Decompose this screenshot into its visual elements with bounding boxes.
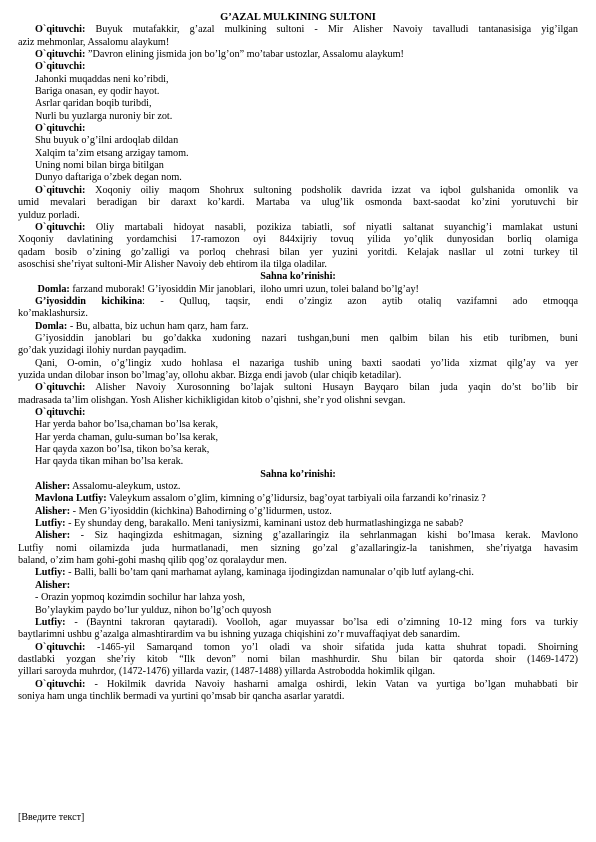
text-line — [18, 86, 578, 98]
text-line — [18, 234, 578, 246]
line-text: -1465-yil Samarqand tomon yo’l oladi va shoir sifatida juda katta shuhrat topadi. Shoirning — [85, 641, 578, 653]
line-text: Jahonki muqaddas neni ko’ribdi, — [35, 73, 169, 85]
line-text: baytlarimni ushbu g’azalga almashtirardim va bu ishning yuzaga chiqishini zo’r muvaffaqiyat deb sanardim. — [18, 629, 460, 641]
line-text: Dunyo daftariga o’zbek degan nom. — [35, 172, 182, 184]
text-line — [18, 555, 578, 567]
speaker-label: O`qituvchi: — [35, 382, 86, 394]
speaker-label: O`qituvchi: — [35, 61, 86, 73]
text-line — [18, 530, 578, 542]
line-text: baland, o’zim ham gohi-gohi mashq qilib qog’oz qoralaydur men. — [18, 555, 287, 567]
speaker-label: Alisher: — [35, 579, 71, 591]
line-text: Sahna ko’rinishi: — [260, 271, 336, 283]
text-line — [18, 395, 578, 407]
scene-heading — [18, 469, 578, 481]
text-line — [18, 210, 578, 222]
line-text: Uning nomi bilan birga bitilgan — [35, 160, 164, 172]
text-line — [18, 518, 578, 530]
text-line — [18, 172, 578, 184]
text-line — [18, 456, 578, 468]
line-text: Bo’ylaykim paydo bo’lur yulduz, nihon bo’lg’och quyosh — [35, 604, 272, 616]
speaker-label: O`qituvchi: — [35, 184, 86, 196]
line-text: qadam bosib o’zining go’zalligi va porloq chehrasi bilan yer yuzini yoritdi. Kelajak nasllar ul zotni turkey til — [18, 246, 578, 258]
line-text: - Men G’iyosiddin (kichkina) Bahodirning o’g’lidurmen, ustoz. — [70, 505, 332, 517]
text-line — [18, 605, 578, 617]
line-text: Lutfiy nomi oilamizda juda hurmatlanadi, men sizning go’zal g’azallaringiz-la tanishmen, she’riyatga havasim — [18, 542, 578, 554]
line-text: ko’maklashursiz. — [18, 308, 88, 320]
line-text: Buyuk mutafakkir, g’azal mulkining sultoni - Mir Alisher Navoiy tavalludi tantanasisiga yig’ilgan — [85, 24, 578, 36]
speaker-label: Mavlona Lutfiy: — [35, 493, 107, 505]
text-line — [18, 617, 578, 629]
text-line — [18, 506, 578, 518]
line-text: madrasada ta’lim olishgan. Yosh Alisher kichikligidan kitob o’qishni, she’r yod olishni sevgan. — [18, 394, 406, 406]
speaker-label: Domla: — [35, 320, 68, 332]
line-text: Valeykum assalom o’glim, kimning o’g’lidursiz, bag’oyat tarbiyali oila farzandi ko’rinasiz ? — [106, 493, 486, 505]
line-text: yillari saroyda muhrdor, (1472-1476) yillarda vazir, (1487-1488) yillarda Astrobodda hokimlik qilgan. — [18, 666, 436, 678]
text-line — [18, 24, 578, 36]
line-text: soniya ham unga tinchlik bermadi va yurtini qo’msab bir qancha asarlar yaratdi. — [18, 690, 345, 702]
text-line — [18, 493, 578, 505]
text-line — [18, 284, 578, 296]
text-line — [18, 345, 578, 357]
text-line — [18, 296, 578, 308]
speaker-label: O`qituvchi: — [35, 678, 86, 690]
text-line — [18, 358, 578, 370]
footer-placeholder[interactable]: [Введите текст] — [18, 812, 85, 823]
text-line — [18, 567, 578, 579]
speaker-label: Alisher: — [35, 530, 71, 542]
line-text: aziz mehmonlar, Assalomu alaykum! — [18, 36, 170, 48]
line-text: - Orazin yopmoq kozimdin sochilur har lahza yosh, — [35, 592, 245, 604]
speaker-label: Domla: — [35, 283, 70, 295]
speaker-label: Alisher: — [35, 505, 71, 517]
line-text: Xoqoniy davlatining yordamchisi 17-ramozon oyi 844xijriy tovuq yilida yo’qlik dunyosidan borliq olamiga — [18, 234, 578, 246]
text-line — [18, 98, 578, 110]
text-line — [18, 419, 578, 431]
text-line — [18, 666, 578, 678]
text-line — [18, 580, 578, 592]
line-text: Har qayda xazon bo’lsa, tikon bo’sa kerak, — [35, 444, 210, 456]
line-text: Oliy martabali hidoyat nasabli, pozikiza tabiatli, sof niyatli saltanat suyanchig’i mamlakat ustuni — [85, 221, 578, 233]
line-text: ”Davron elining jismida jon bo’lg’on” mo’tabar ustozlar, Assalomu alaykum! — [85, 49, 404, 61]
line-text: Assalomu-aleykum, ustoz. — [70, 481, 181, 493]
speaker-label: G’iyosiddin kichikina — [35, 295, 143, 307]
line-text: G’iyosiddin janoblari bu go’dakka xudoning nazari tushgan,buni men qalbim bilan his etib turibmen, buni — [35, 332, 578, 344]
line-text: Sahna ko’rinishi: — [260, 468, 336, 480]
text-line — [18, 135, 578, 147]
line-text: farzand muborak! G’iyosiddin Mir janoblari, iloho umri uzun, tolei baland bo’lg’ay! — [69, 283, 419, 295]
line-text: - Ey shunday deng, barakallo. Meni taniysizmi, kaminani ustoz deb hurmatlashingizga ne sabab? — [65, 518, 464, 530]
document-page — [18, 12, 578, 703]
text-line — [18, 222, 578, 234]
text-line — [18, 444, 578, 456]
text-line — [18, 432, 578, 444]
text-line — [18, 49, 578, 61]
text-line — [18, 481, 578, 493]
text-line — [18, 74, 578, 86]
line-text: Bariga onasan, ey qodir hayot. — [35, 86, 160, 98]
line-text: Xoqoniy oiliy maqom Shohrux sultoning podsholik davrida izzat va iqbol gulshanida omonlik va — [85, 184, 578, 196]
text-line — [18, 333, 578, 345]
text-line — [18, 185, 578, 197]
text-line — [18, 160, 578, 172]
text-line — [18, 592, 578, 604]
text-line — [18, 543, 578, 555]
line-text: Har yerda bahor bo’lsa,chaman bo’lsa kerak, — [35, 419, 219, 431]
speaker-label: O`qituvchi: — [35, 123, 86, 135]
line-text: yuzida undan dilobar inson bo’lmag’ay, ollohu akbar. Bizga endi javob (ular chiqib ketadilar). — [18, 369, 402, 381]
document-body — [18, 24, 578, 703]
speaker-label: Lutfiy: — [35, 567, 66, 579]
scene-heading — [18, 271, 578, 283]
text-line — [18, 61, 578, 73]
speaker-label: O`qituvchi: — [35, 221, 86, 233]
document-title: G’AZAL MULKINING SULTONI — [220, 12, 376, 23]
line-text: - Bu, albatta, biz uchun ham qarz, ham farz. — [67, 320, 249, 332]
line-text: - Hokilmik davrida Navoiy hasharni amalga oshirdi, lekin Vatan va yurtiga bo’lgan muhabbati bir — [85, 678, 578, 690]
speaker-label: O`qituvchi: — [35, 641, 86, 653]
speaker-label: Lutfiy: — [35, 616, 66, 628]
text-line — [18, 407, 578, 419]
line-text: Asrlar qaridan boqib turibdi, — [35, 98, 152, 110]
text-line — [18, 247, 578, 259]
text-line — [18, 679, 578, 691]
line-text: Alisher Navoiy Xurosonning bo’lajak sultoni Husayn Bayqaro bilan juda yaqin do’st bo’lib bir — [85, 382, 578, 394]
text-line — [18, 148, 578, 160]
line-text: Nurli bu yuzlarga nuroniy bir zot. — [35, 110, 173, 122]
line-text: go’dak yuzidagi ilohiy nurdan payqadim. — [18, 345, 187, 357]
text-line — [18, 629, 578, 641]
line-text: - Siz haqingizda eshitmagan, sizning g’azallaringiz ila sehrlanmagan kishi bo’lmasa kerak. Mavlono — [70, 530, 578, 542]
text-line — [18, 321, 578, 333]
speaker-label: O`qituvchi: — [35, 49, 86, 61]
text-line — [18, 642, 578, 654]
text-line — [18, 691, 578, 703]
line-text: yulduz porladi. — [18, 209, 80, 221]
text-line — [18, 382, 578, 394]
text-line — [18, 259, 578, 271]
text-line — [18, 37, 578, 49]
line-text: asoschisi she’riyat sultoni-Mir Alisher Navoiy deb ehtirom ila tilga oladilar. — [18, 258, 327, 270]
text-line — [18, 370, 578, 382]
speaker-label: O`qituvchi: — [35, 407, 86, 418]
line-text: umid mevalari beradigan bir daraxt ko’kardi. Martaba va ulug’lik osmonda baxt-saodat ko’zini yorutuvchi bir — [18, 197, 578, 209]
text-line — [18, 308, 578, 320]
text-line — [18, 654, 578, 666]
text-line — [18, 197, 578, 209]
text-line — [18, 111, 578, 123]
speaker-label: O`qituvchi: — [35, 24, 86, 36]
text-line — [18, 123, 578, 135]
line-text: Shu buyuk o’g’ilni ardoqlab dildan — [35, 135, 179, 147]
line-text: - Balli, balli bo’tam qani marhamat aylang, kaminaga ijodingizdan namunalar o’qib lutf aylang-chi. — [65, 567, 474, 579]
line-text: Har yerda chaman, gulu-suman bo’lsa kerak, — [35, 431, 219, 443]
speaker-label: Alisher: — [35, 481, 71, 493]
line-text: Qani, O-omin, o’g’lingiz xudo hohlasa el nazariga tushib uning baxti saodati yo’lida xizmat qilg’ay va yer — [35, 357, 578, 369]
line-text: - (Bayntni takroran qaytaradi). Voolloh, agar muyassar bo’lsa edi o’zimning 10-12 ming fors va turkiy — [65, 616, 578, 628]
line-text: Xalqim ta’zim etsang arzigay tamom. — [35, 147, 189, 159]
speaker-label: Lutfiy: — [35, 518, 66, 530]
line-text: : - Qulluq, taqsir, endi o’zingiz azon aytib otaliq vazifamni ado etmoqqa — [142, 295, 578, 307]
line-text: Har qayda tikan mihan bo’lsa kerak. — [35, 456, 184, 468]
line-text: dastlabki yozgan she’riy kitob “Ilk devon” nomi bilan mashhurdir. Shu bilan bir qatorda shoir (1469-1472) — [18, 653, 578, 665]
